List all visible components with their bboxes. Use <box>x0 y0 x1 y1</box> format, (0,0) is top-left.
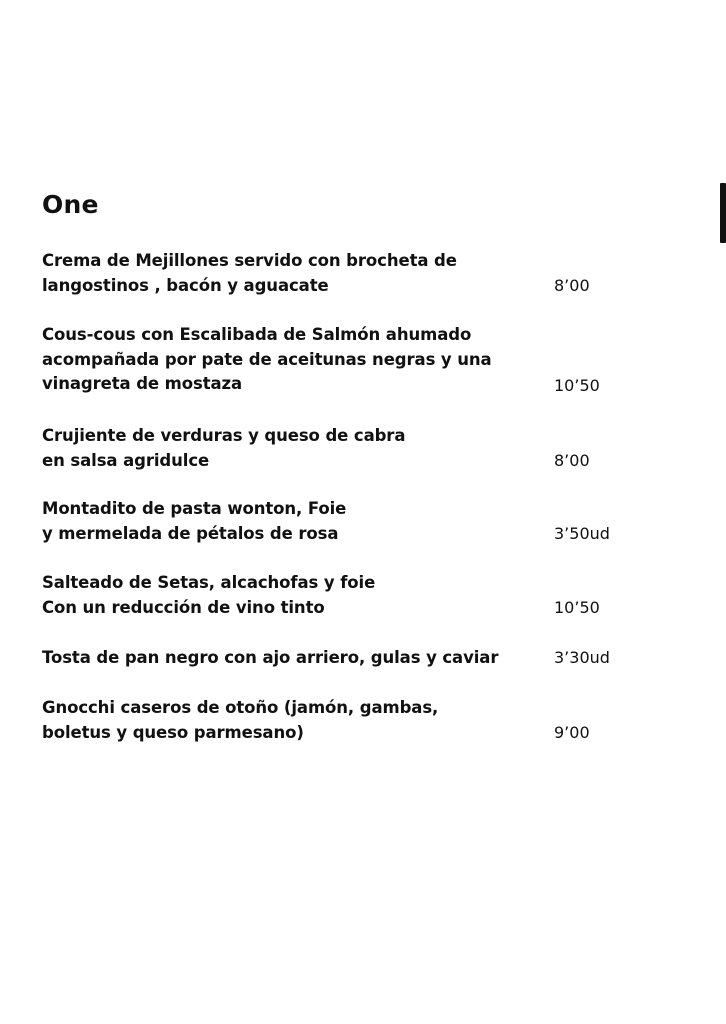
dish-description <box>42 249 522 298</box>
binding-edge-mark <box>720 183 726 243</box>
dish-price: 3’50ud <box>554 524 610 543</box>
page-title: One <box>42 190 99 219</box>
dish-description <box>42 646 522 671</box>
dish-line: Crema de Mejillones servido con brocheta de <box>42 251 457 270</box>
dish-line: Con un reducción de vino tinto <box>42 597 325 617</box>
dish-line: Gnocchi caseros de otoño (jamón, gambas, <box>42 698 439 717</box>
dish-description <box>42 696 522 745</box>
dish-line: Cous-cous con Escalibada de Salmón ahumado <box>42 325 472 344</box>
dish-price: 3’30ud <box>554 648 610 667</box>
dish-price: 8’00 <box>554 276 590 295</box>
dish-line: en salsa agridulce <box>42 450 210 470</box>
dish-price: 8’00 <box>554 451 590 470</box>
dish-description <box>42 497 522 546</box>
dish-price: 10’50 <box>554 598 600 617</box>
dish-line: Montadito de pasta wonton, Foie <box>42 499 347 518</box>
dish-description <box>42 424 522 473</box>
dish-line: langostinos , bacón y aguacate <box>42 275 329 295</box>
dish-line: boletus y queso parmesano) <box>42 722 304 742</box>
dish-line: Crujiente de verduras y queso de cabra <box>42 426 406 445</box>
dish-line: vinagreta de mostaza <box>42 374 243 393</box>
dish-line: Tosta de pan negro con ajo arriero, gulas y caviar <box>42 648 499 667</box>
dish-line: acompañada por pate de aceitunas negras y una <box>42 349 492 369</box>
dish-price: 9’00 <box>554 723 590 742</box>
dish-description <box>42 323 522 397</box>
dish-line: Salteado de Setas, alcachofas y foie <box>42 573 376 592</box>
dish-line: y mermelada de pétalos de rosa <box>42 523 339 543</box>
dish-price: 10’50 <box>554 376 600 395</box>
dish-description <box>42 571 522 620</box>
